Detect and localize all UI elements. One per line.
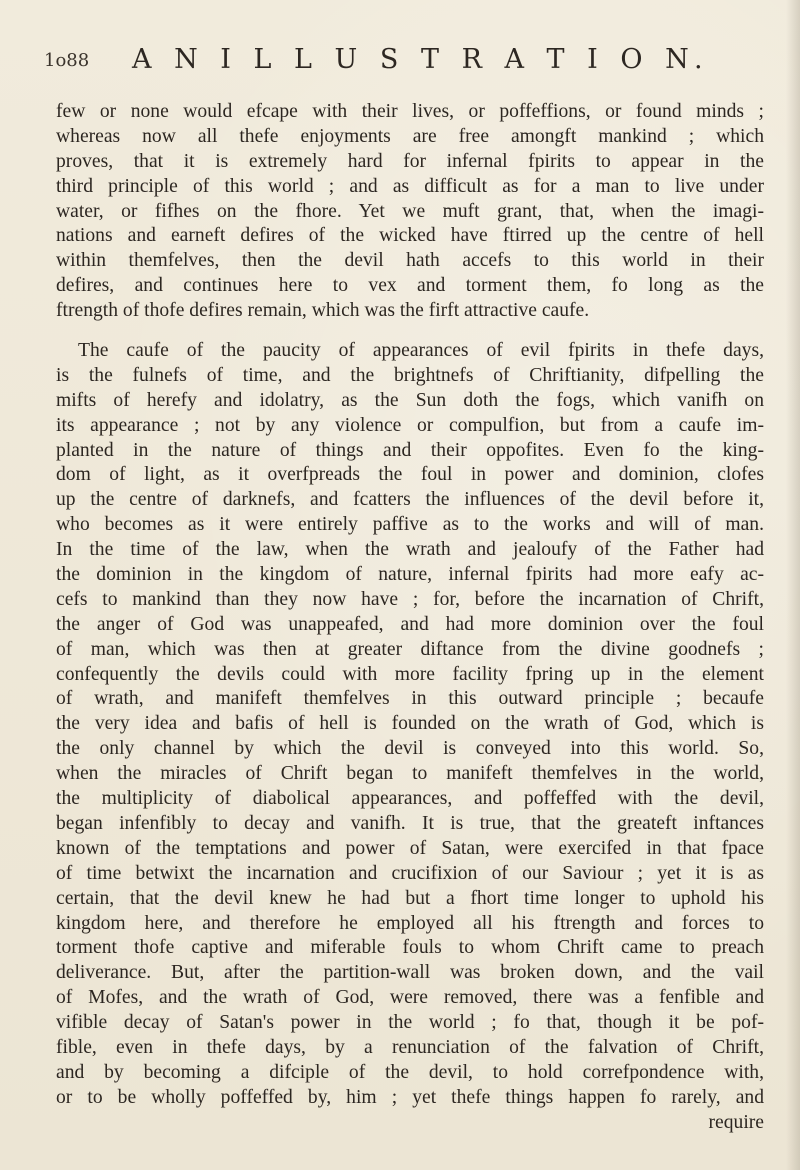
text-line: vifible decay of Satan's power in the world ; fo that, though it be pof- [56,1012,764,1034]
text-line: and by becoming a difciple of the devil, to hold correfpondence with, [56,1061,764,1083]
text-line: the dominion in the kingdom of nature, infernal fpirits had more eafy ac- [56,564,764,586]
page-number: 1o88 [44,50,90,71]
text-line: whereas now all thefe enjoyments are free amongft mankind ; which [56,125,764,147]
text-line: of man, which was then at greater diftance from the divine goodnefs ; [56,638,764,660]
text-line: began infenfibly to decay and vanifh. It is true, that the greateft inftances [56,812,764,834]
page-edge-shadow [786,0,800,1170]
text-line: confequently the devils could with more facility fpring up in the element [56,663,764,685]
text-line: or to be wholly poffeffed by, him ; yet thefe things happen fo rarely, and [56,1086,764,1108]
running-head [44,44,764,78]
text-line: planted in the nature of things and their oppofites. Even fo the king- [56,439,764,461]
text-line: defires, and continues here to vex and torment them, fo long as the [56,275,764,297]
running-title: A N I L L U S T R A T I O N. [132,44,710,75]
text-line: deliverance. But, after the partition-wall was broken down, and the vail [56,962,764,984]
text-line: In the time of the law, when the wrath and jealoufy of the Father had [56,539,764,561]
text-line: the multiplicity of diabolical appearances, and poffeffed with the devil, [56,788,764,810]
text-line: mifts of herefy and idolatry, as the Sun doth the fogs, which vanifh on [56,389,764,411]
text-line: nations and earneft defires of the wicked have ftirred up the centre of hell [56,225,764,247]
text-line: cefs to mankind than they now have ; for, before the incarnation of Chrift, [56,588,764,610]
text-line: known of the temptations and power of Satan, were exercifed in that fpace [56,837,764,859]
text-line: up the centre of darknefs, and fcatters the influences of the devil before it, [56,489,764,511]
text-line: when the miracles of Chrift began to manifeft themfelves in the world, [56,763,764,785]
paragraph-2 [56,339,764,1136]
text-line: the only channel by which the devil is conveyed into this world. So, [56,738,764,760]
text-line: of Mofes, and the wrath of God, were removed, there was a fenfible and [56,987,764,1009]
text-line: of time betwixt the incarnation and crucifixion of our Saviour ; yet it is as [56,862,764,884]
text-line: proves, that it is extremely hard for infernal fpirits to appear in the [56,150,764,172]
text-line: torment thofe captive and miferable fouls to whom Chrift came to preach [56,937,764,959]
text-line: certain, that the devil knew he had but a fhort time longer to uphold his [56,887,764,909]
text-line: is the fulnefs of time, and the brightnefs of Chriftianity, difpelling the [56,364,764,386]
catchword: require [708,1111,764,1133]
text-line: few or none would efcape with their lives, or poffeffions, or found minds ; [56,101,764,122]
text-line: who becomes as it were entirely paffive as to the works and will of man. [56,514,764,536]
text-line: fible, even in thefe days, by a renunciation of the falvation of Chrift, [56,1036,764,1058]
text-line: kingdom here, and therefore he employed all his ftrength and forces to [56,912,764,934]
text-line: water, or fifhes on the fhore. Yet we muft grant, that, when the imagi- [56,200,764,222]
text-line: dom of light, as it overfpreads the foul in power and dominion, clofes [56,464,764,486]
text-line: of wrath, and manifeft themfelves in this outward principle ; becaufe [56,688,764,710]
text-line: ftrength of thofe defires remain, which was the firft attractive caufe. [56,300,590,322]
text-line: the very idea and bafis of hell is founded on the wrath of God, which is [56,713,764,735]
paragraph-1 [56,100,764,324]
text-line: third principle of this world ; and as difficult as for a man to live under [56,175,764,197]
body-text [56,100,764,1136]
text-line: The caufe of the paucity of appearances of evil fpirits in thefe days, [78,340,764,362]
text-line: its appearance ; not by any violence or compulfion, but from a caufe im- [56,414,764,436]
text-line: the anger of God was unappeafed, and had more dominion over the foul [56,613,764,635]
text-line: within themfelves, then the devil hath accefs to this world in their [56,250,764,272]
